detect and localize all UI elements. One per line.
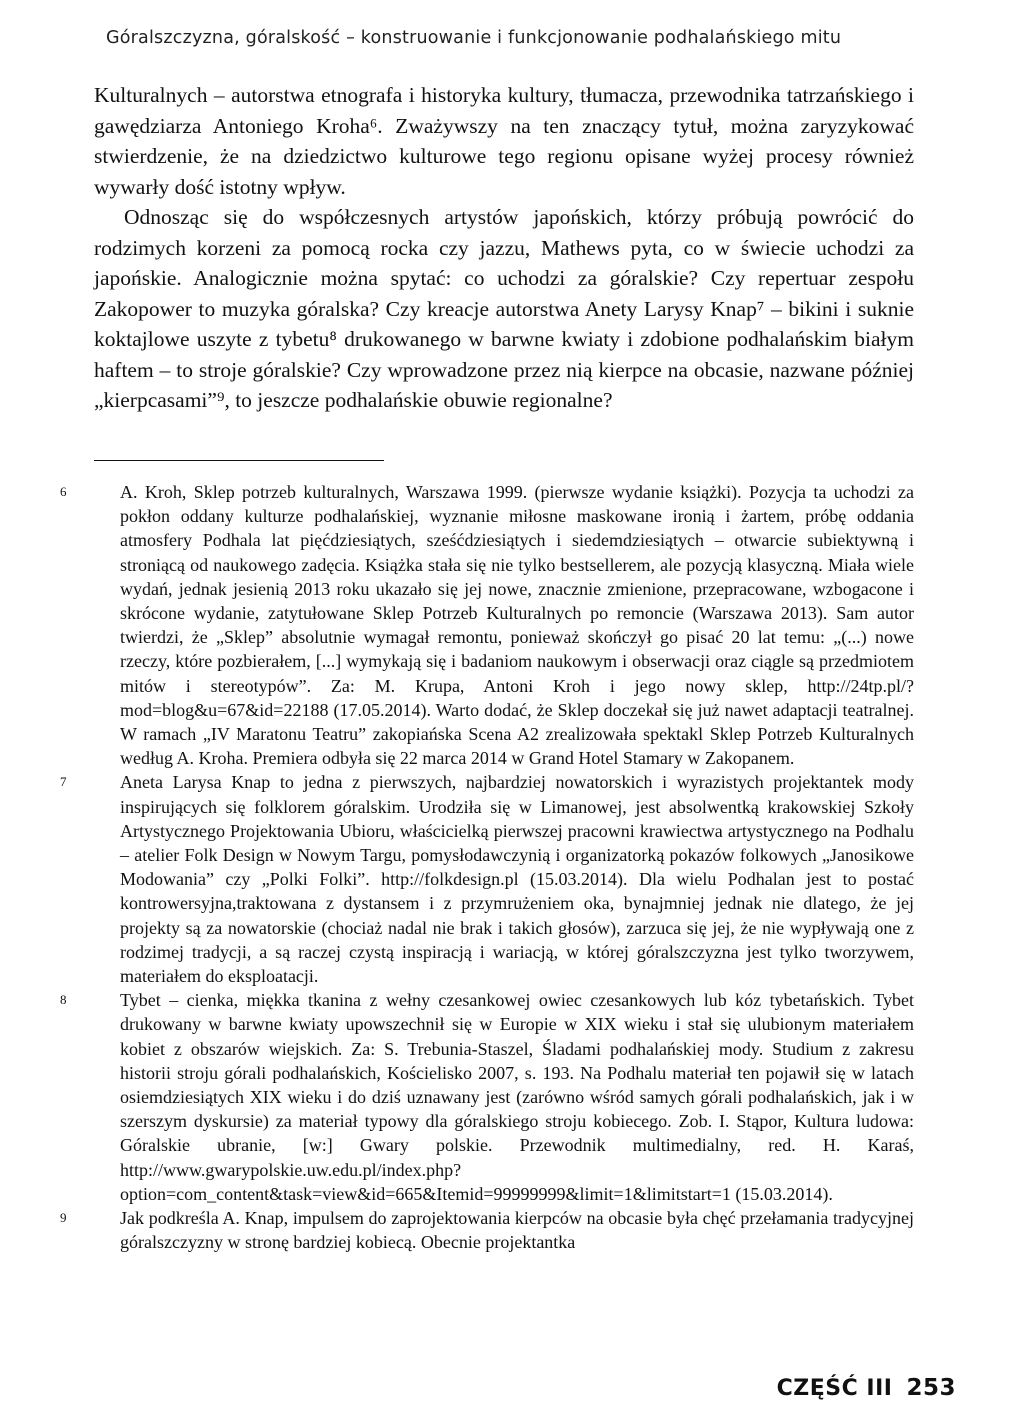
footnote-text: Tybet – cienka, miękka tkanina z wełny czesankowej owiec czesankowych lub kóz tybetańskich. Tybet drukowany w barwne kwiaty upowszechnił się w Europie w XIX wieku i stał się ulubionym materiałem kobiet z obszarów wiejskich. Za: S. Trebunia-Staszel, Śladami podhalańskiej mody. Studium z zakresu historii stroju górali podhalańskich, Kościelisko 2007, s. 193. Na Podhalu materiał ten pojawił się w latach osiemdziesiątych XIX wieku i do dziś uznawany jest (zarówno wśród samych górali podhalańskich, jak i w szerszym dyskursie) za materiał typowy dla góralskiego stroju kobiecego. Zob. I. Stąpor, Kultura ludowa: Góralskie ubranie, [w:] Gwary polskie. Przewodnik multimedialny, red. H. Karaś, http://www.gwarypolskie.uw.edu.pl/index.php?option=com_content&task=view&id=665&Itemid=99999999&limit=1&limitstart=1 (15.03.2014). <box>120 990 914 1204</box>
footnotes <box>60 480 914 1255</box>
footnote-number: 7 <box>60 774 67 790</box>
section-label: CZĘŚĆ III <box>776 1376 893 1401</box>
footnote-text: Jak podkreśla A. Knap, impulsem do zaprojektowania kierpców na obcasie była chęć przełamania tradycyjnej góralszczyzny w stronę bardziej kobiecą. Obecnie projektantka <box>120 1208 914 1253</box>
footnote-number: 8 <box>60 992 67 1008</box>
footnote-7 <box>60 770 914 988</box>
footnote-6 <box>60 480 914 770</box>
paragraph-1: Kulturalnych – autorstwa etnografa i historyka kultury, tłumacza, przewodnika tatrzańskiego i gawędziarza Antoniego Kroha⁶. Zważywszy na ten znaczący tytuł, można zaryzykować stwierdzenie, że na dziedzictwo kulturowe tego regionu opisane wyżej procesy również wywarły dość istotny wpływ. <box>94 83 914 199</box>
main-text <box>94 80 914 416</box>
footnote-text: Aneta Larysa Knap to jedna z pierwszych, najbardziej nowatorskich i wyrazistych projektantek mody inspirujących się folklorem góralskim. Urodziła się w Limanowej, jest absolwentką krakowskiej Szkoły Artystycznego Projektowania Ubioru, właścicielką pierwszej pracowni krawiectwa artystycznego na Podhalu – atelier Folk Design w Nowym Targu, pomysłodawczynią i organizatorką pokazów folkowych „Janosikowe Modowania” czy „Polki Folki”. http://folkdesign.pl (15.03.2014). Dla wielu Podhalan jest to postać kontrowersyjna,traktowana z dystansem i z przymrużeniem oka, bynajmniej jednak nie dlatego, że jej projekty są za nowatorskie (chociaż nadal nie brak i takich głosów), zarzuca się jej, że nie wypływają one z rodzimej tradycji, a są raczej czystą inspiracją i wariacją, w której góralszczyzna jest tylko tworzywem, materiałem do eksploatacji. <box>120 772 914 987</box>
footnote-separator <box>94 460 384 461</box>
footnote-number: 9 <box>60 1210 67 1226</box>
footnote-8 <box>60 988 914 1206</box>
page-footer <box>777 1375 956 1401</box>
footnote-number: 6 <box>60 484 67 499</box>
footnote-9 <box>60 1206 914 1254</box>
page-number: 253 <box>906 1375 956 1401</box>
running-head: Góralszczyzna, góralskość – konstruowanie i funkcjonowanie podhalańskiego mitu <box>106 28 842 48</box>
paragraph-2: Odnosząc się do współczesnych artystów japońskich, którzy próbują powrócić do rodzimych korzeni za pomocą rocka czy jazzu, Mathews pyta, co w świecie uchodzi za japońskie. Analogicznie można spytać: co uchodzi za góralskie? Czy repertuar zespołu Zakopower to muzyka góralska? Czy kreacje autorstwa Anety Larysy Knap⁷ – bikini i suknie koktajlowe uszyte z tybetu⁸ drukowanego w barwne kwiaty i zdobione podhalańskim białym haftem – to stroje góralskie? Czy wprowadzone przez nią kierpce na obcasie, nazwane później „kierpcasami”⁹, to jeszcze podhalańskie obuwie regionalne? <box>94 205 914 412</box>
footnote-text: A. Kroh, Sklep potrzeb kulturalnych, Warszawa 1999. (pierwsze wydanie książki). Pozycja ta uchodzi za pokłon oddany kulturze podhalańskiej, wyznanie miłosne maskowane ironią i żartem, próbę oddania atmosfery Podhala lat pięćdziesiątych, sześćdziesiątych i siedemdziesiątych – otwarcie subiektywną i stroniącą od naukowego zadęcia. Książka stała się nie tylko bestsellerem, ale pozycją klasyczną. Miała wiele wydań, jednak jesienią 2013 roku ukazało się jej nowe, znacznie zmienione, przepracowane, wzbogacone i skrócone wydanie, zatytułowane Sklep Potrzeb Kulturalnych po remoncie (Warszawa 2013). Sam autor twierdzi, że „Sklep” absolutnie wymagał remontu, ponieważ skończył go pisać 20 lat temu: „(...) nowe rzeczy, które pozbierałem, [...] wymykają się i badaniom naukowym i obserwacji oraz ciągle są przedmiotem mitów i stereotypów”. Za: M. Krupa, Antoni Kroh i jego nowy sklep, http://24tp.pl/?mod=blog&u=67&id=22188 (17.05.2014). Warto dodać, że Sklep doczekał się już nawet adaptacji teatralnej. W ramach „IV Maratonu Teatru” zakopiańska Scena A2 zrealizowała spektakl Sklep Potrzeb Kulturalnych według A. Kroha. Premiera odbyła się 22 marca 2014 w Grand Hotel Stamary w Zakopanem. <box>120 482 914 769</box>
